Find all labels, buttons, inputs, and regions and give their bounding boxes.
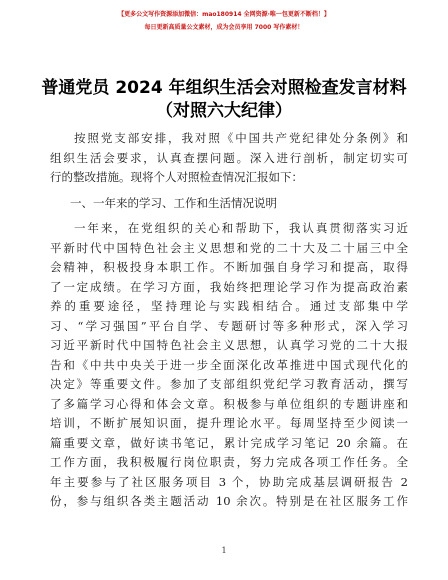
body-line: 按照党支部安排，我对照《中国共产党纪律处分条例》和 bbox=[74, 131, 408, 145]
body-line: 了多篇学习心得和体会文章。积极参与单位组织的专题讲座和 bbox=[50, 396, 408, 411]
body-line: 平新时代中国特色社会主义思想和党的二十大及二十届三中全 bbox=[50, 240, 408, 255]
body-line: 养的重要途径，坚持理论与实践相结合。通过支部集中学 bbox=[50, 299, 408, 313]
body-line: 组织生活会要求，认真查摆问题。深入进行剖析，制定切实可 bbox=[50, 150, 408, 165]
body-line: 习近平新时代中国特色社会主义思想，认真学习党的二十大报 bbox=[50, 338, 408, 352]
promo-banner-line-2: 每日更新高质量公文素材，成为会员享用 7000 写作素材！ bbox=[144, 24, 304, 31]
body-line: 会精神，积极投身本职工作。不断加强自身学习和提高，取得 bbox=[50, 260, 408, 274]
body-line: 习、“学习强国”平台自学、专题研讨等多种形式，深入学习 bbox=[50, 318, 408, 333]
body-line: 行的整改措施。现将个人对照检查情况汇报如下： bbox=[50, 170, 303, 184]
body-line: 篇重要文章，做好读书笔记，累计完成学习笔记 20 余篇。在 bbox=[50, 435, 408, 450]
section-heading: 一、一年来的学习、工作和生活情况说明 bbox=[70, 195, 277, 210]
promo-banner-line-1: 【更多公文写作资源添加微信：mao180914 全网资源·唯一包更新不断档！】 bbox=[118, 11, 330, 18]
document-subtitle: （对照六大纪律） bbox=[156, 101, 292, 121]
body-line: 工作方面，我积极履行岗位职责，努力完成各项工作任务。全 bbox=[50, 455, 408, 469]
page-number: 1 bbox=[221, 546, 227, 555]
document-title: 普通党员 2024 年组织生活会对照检查发言材料 bbox=[41, 78, 407, 98]
body-line: 一年来，在党组织的关心和帮助下，我认真贯彻落实习近 bbox=[74, 221, 408, 235]
document-body bbox=[50, 129, 408, 512]
body-line: 年主要参与了社区服务项目 3 个，协助完成基层调研报告 2 bbox=[50, 474, 408, 489]
body-line: 了一定成绩。在学习方面，我始终把理论学习作为提高政治素 bbox=[50, 279, 408, 294]
body-line: 培训，不断扩展知识面，提升理论水平。每周坚持至少阅读一 bbox=[50, 416, 408, 430]
body-line: 告和《中共中央关于进一步全面深化改革推进中国式现代化的 bbox=[50, 357, 408, 372]
body-line: 决定》等重要文件。参加了支部组织党纪学习教育活动，撰写 bbox=[50, 377, 408, 391]
body-line: 份，参与组织各类主题活动 10 余次。特别是在社区服务工作 bbox=[50, 494, 408, 508]
